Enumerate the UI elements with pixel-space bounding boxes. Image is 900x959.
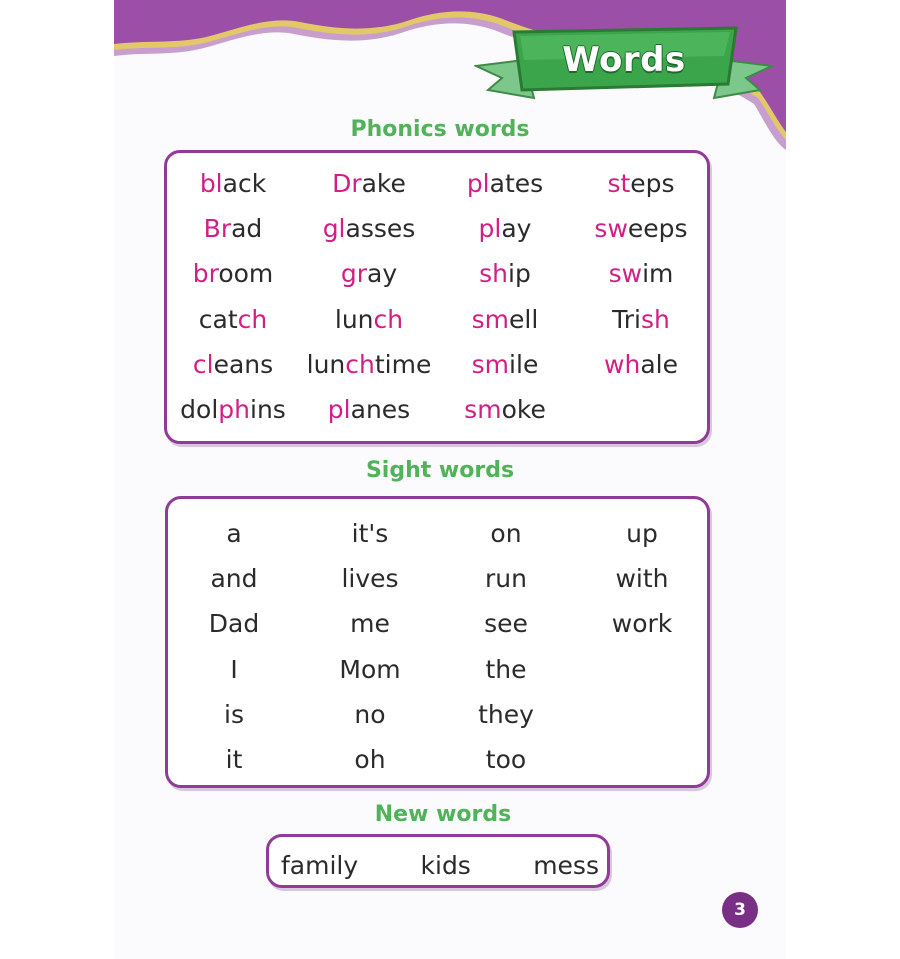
sight-word: up — [626, 519, 658, 548]
phonics-word — [573, 206, 709, 251]
sight-word: Mom — [339, 654, 401, 684]
phonics-highlight: ch — [345, 349, 375, 379]
sight-word: lives — [341, 564, 399, 594]
phonics-word — [301, 206, 437, 251]
phonics-word — [573, 342, 709, 387]
phonics-segment: ay — [367, 259, 398, 289]
sight-word — [574, 692, 710, 737]
phonics-segment: eeps — [627, 214, 688, 244]
phonics-word — [301, 342, 437, 387]
sight-word: work — [611, 609, 673, 639]
new-word: mess — [533, 851, 599, 880]
workbook-page — [114, 0, 786, 959]
phonics-highlight: ch — [373, 304, 404, 334]
phonics-highlight: sw — [608, 259, 643, 289]
phonics-highlight: gr — [340, 259, 368, 289]
phonics-highlight: sm — [471, 349, 510, 379]
sight-word — [574, 737, 710, 782]
phonics-highlight: sh — [640, 304, 670, 334]
phonics-highlight: cl — [192, 349, 214, 379]
phonics-word — [301, 161, 437, 206]
sight-word: is — [224, 699, 244, 729]
phonics-highlight: sh — [479, 259, 509, 289]
new-words-box — [266, 834, 610, 888]
sight-word: and — [210, 564, 258, 594]
phonics-word — [573, 251, 709, 296]
phonics-segment: ell — [509, 304, 539, 334]
phonics-highlight: pl — [466, 169, 490, 198]
phonics-highlight: sw — [594, 214, 628, 244]
phonics-segment: ile — [509, 349, 539, 379]
phonics-highlight: ph — [218, 394, 250, 424]
sight-word: on — [490, 519, 522, 548]
phonics-highlight: st — [607, 169, 631, 198]
phonics-segment: oke — [501, 394, 546, 424]
sight-word: run — [485, 564, 527, 594]
phonics-word — [165, 387, 301, 432]
phonics-segment: ins — [250, 394, 286, 424]
sight-word: see — [484, 609, 528, 639]
phonics-segment: eans — [213, 349, 274, 379]
sight-word: no — [354, 699, 386, 729]
phonics-segment: dol — [180, 394, 219, 424]
phonics-word — [437, 387, 573, 432]
phonics-highlight: ch — [237, 304, 268, 334]
phonics-word — [301, 297, 437, 342]
phonics-highlight: bl — [199, 169, 223, 198]
sight-word: I — [230, 654, 238, 684]
phonics-segment: ake — [361, 169, 406, 198]
phonics-segment: ip — [508, 259, 531, 289]
phonics-highlight: Br — [203, 214, 232, 244]
phonics-word — [437, 206, 573, 251]
sight-word: me — [350, 609, 390, 639]
phonics-segment: oom — [218, 259, 274, 289]
sight-word: too — [485, 744, 527, 774]
phonics-highlight: pl — [478, 214, 502, 244]
phonics-word — [437, 251, 573, 296]
sight-word: it's — [351, 519, 389, 548]
phonics-segment: lun — [306, 349, 346, 379]
phonics-segment: cat — [198, 304, 238, 334]
phonics-word — [165, 206, 301, 251]
phonics-words-grid — [165, 161, 709, 432]
phonics-segment: asses — [345, 214, 416, 244]
phonics-highlight: wh — [604, 349, 641, 379]
phonics-segment: ates — [489, 169, 544, 198]
sight-word: they — [478, 699, 534, 729]
sight-word: Dad — [208, 609, 260, 639]
phonics-highlight: sm — [464, 394, 502, 424]
phonics-words-title: Phonics words — [350, 117, 530, 142]
sight-word: oh — [354, 744, 386, 774]
phonics-word — [165, 161, 301, 206]
phonics-word — [437, 161, 573, 206]
phonics-highlight: pl — [327, 394, 351, 424]
phonics-highlight: Dr — [332, 169, 362, 198]
sight-words-grid — [166, 511, 710, 782]
phonics-segment: anes — [350, 394, 411, 424]
phonics-word — [573, 387, 709, 432]
phonics-word — [573, 297, 709, 342]
phonics-word — [437, 342, 573, 387]
page-title: Words — [562, 40, 686, 80]
phonics-word — [573, 161, 709, 206]
new-word: kids — [420, 851, 471, 880]
phonics-word — [437, 297, 573, 342]
phonics-segment: eps — [630, 169, 675, 198]
new-word: family — [281, 851, 359, 880]
sight-word: the — [485, 654, 527, 684]
phonics-highlight: br — [192, 259, 219, 289]
phonics-segment: im — [642, 259, 674, 289]
sight-word: a — [226, 519, 242, 548]
phonics-segment: ack — [222, 169, 267, 198]
phonics-segment: Tri — [612, 304, 641, 334]
sight-words-title: Sight words — [365, 458, 515, 483]
sight-word — [574, 647, 710, 692]
phonics-segment: ay — [501, 214, 532, 244]
phonics-highlight: sm — [471, 304, 510, 334]
phonics-word — [301, 251, 437, 296]
sight-word: it — [225, 744, 243, 774]
phonics-segment: lun — [334, 304, 374, 334]
page-number-badge: 3 — [722, 892, 758, 928]
phonics-segment: ad — [231, 214, 263, 244]
sight-word: with — [615, 564, 669, 594]
phonics-highlight: gl — [322, 214, 346, 244]
sight-words-box — [165, 496, 710, 788]
new-words-list — [281, 851, 599, 881]
phonics-word — [301, 387, 437, 432]
new-words-title: New words — [374, 802, 512, 827]
phonics-words-box — [164, 150, 710, 444]
phonics-segment: ale — [640, 349, 678, 379]
phonics-word — [165, 297, 301, 342]
phonics-word — [165, 251, 301, 296]
phonics-segment: time — [374, 349, 432, 379]
phonics-word — [165, 342, 301, 387]
